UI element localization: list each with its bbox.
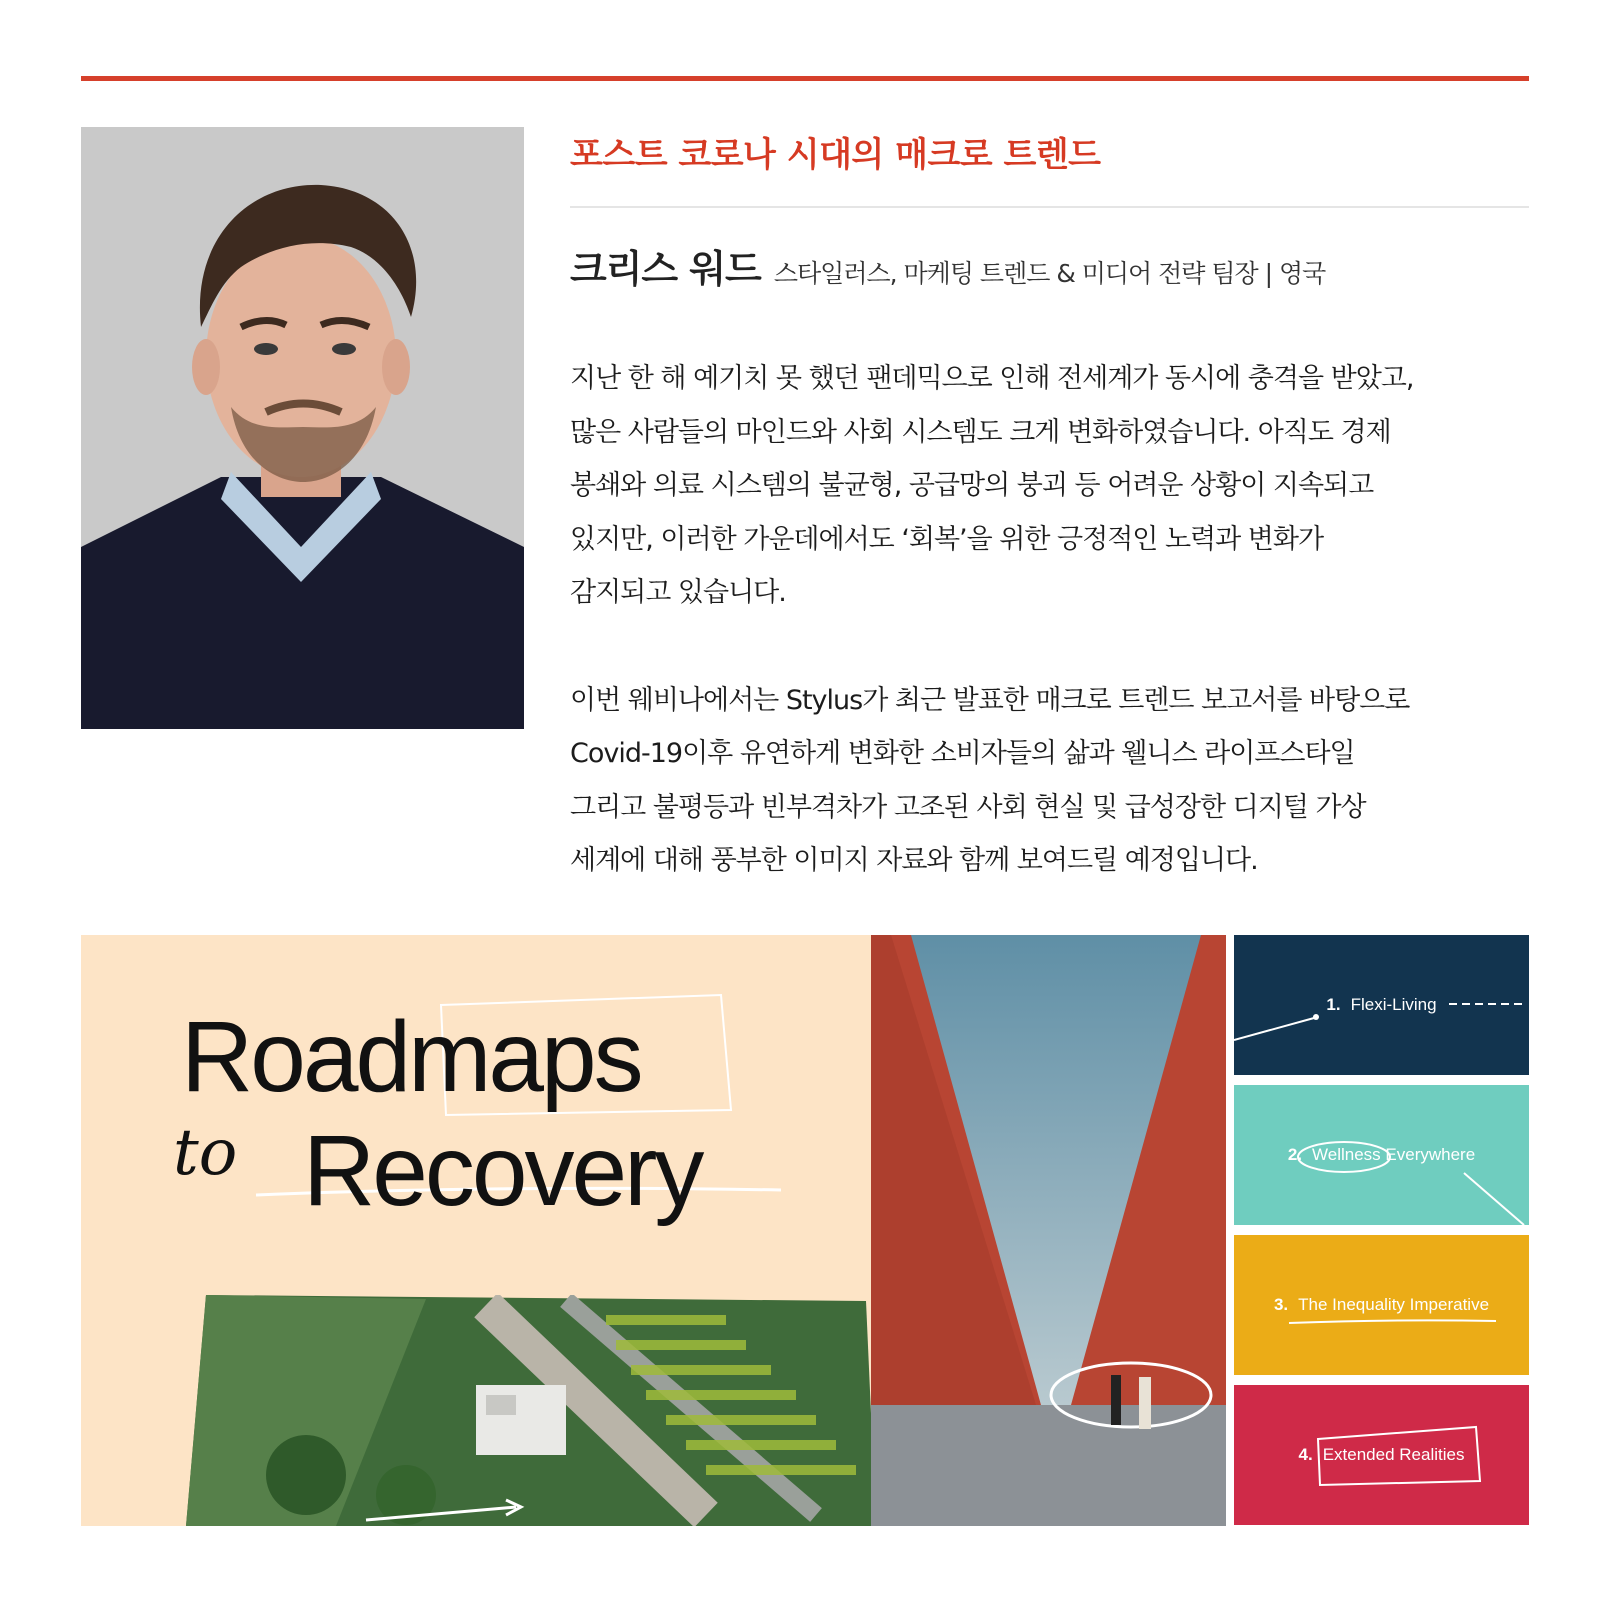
description-line: 그리고 불평등과 빈부격차가 고조된 사회 현실 및 급성장한 디지털 가상 xyxy=(570,791,1366,823)
speaker-line xyxy=(570,244,1529,302)
trend-number: 3. xyxy=(1273,1295,1289,1314)
description-line: 지난 한 해 예기치 못 했던 팬데믹으로 인해 전세계가 동시에 충격을 받았고, xyxy=(570,363,1414,394)
trend-tile-extended-realities xyxy=(1234,1385,1529,1525)
speaker-portrait xyxy=(81,127,524,729)
trend-label xyxy=(1234,1385,1529,1525)
trend-tile-wellness xyxy=(1234,1085,1529,1225)
speaker-role: 스타일러스, 마케팅 트렌드 & 미디어 전략 팀장 | 영국 xyxy=(773,259,1326,288)
speaker-name: 크리스 워드 xyxy=(570,247,761,291)
trend-title: The Inequality Imperative xyxy=(1298,1295,1490,1314)
description-line: 감지되고 있습니다. xyxy=(570,577,786,608)
session-description xyxy=(570,352,1529,888)
title-divider xyxy=(570,206,1529,208)
banner-title-recovery: Recovery xyxy=(303,1115,702,1227)
description-line: Covid-19이후 유연하게 변화한 소비자들의 삶과 웰니스 라이프스타일 xyxy=(570,738,1355,769)
banner-title-to: to xyxy=(173,1116,238,1190)
trend-title: Extended Realities xyxy=(1322,1445,1465,1464)
trend-number: 2. xyxy=(1287,1145,1303,1164)
top-accent-rule xyxy=(81,76,1529,81)
report-banner xyxy=(81,935,1529,1526)
trend-label xyxy=(1234,935,1529,1075)
description-line: 봉쇄와 의료 시스템의 불균형, 공급망의 붕괴 등 어려운 상황이 지속되고 xyxy=(570,470,1374,501)
red-wall-corridor-photo xyxy=(871,935,1226,1526)
trend-number: 4. xyxy=(1298,1445,1313,1464)
banner-title-roadmaps: Roadmaps xyxy=(181,1001,641,1113)
session-info xyxy=(570,127,1529,888)
session-title: 포스트 코로나 시대의 매크로 트렌드 xyxy=(570,135,1101,175)
trend-number: 1. xyxy=(1326,995,1341,1014)
trend-label xyxy=(1234,1235,1529,1375)
paragraph-gap xyxy=(570,620,1529,674)
trend-tile-flexi-living xyxy=(1234,935,1529,1075)
description-line: 이번 웨비나에서는 Stylus가 최근 발표한 매크로 트렌드 보고서를 바탕으로 xyxy=(570,684,1410,716)
aerial-green-photo xyxy=(186,1295,876,1526)
description-line: 세계에 대해 풍부한 이미지 자료와 함께 보여드릴 예정입니다. xyxy=(570,845,1258,876)
trend-tile-inequality xyxy=(1234,1235,1529,1375)
description-line: 많은 사람들의 마인드와 사회 시스템도 크게 변화하였습니다. 아직도 경제 xyxy=(570,416,1391,448)
trend-title: Wellness Everywhere xyxy=(1312,1145,1476,1164)
description-line: 있지만, 이러한 가운데에서도 ‘회복’을 위한 긍정적인 노력과 변화가 xyxy=(570,523,1324,555)
trend-title: Flexi-Living xyxy=(1350,995,1437,1014)
trend-label xyxy=(1234,1085,1529,1225)
